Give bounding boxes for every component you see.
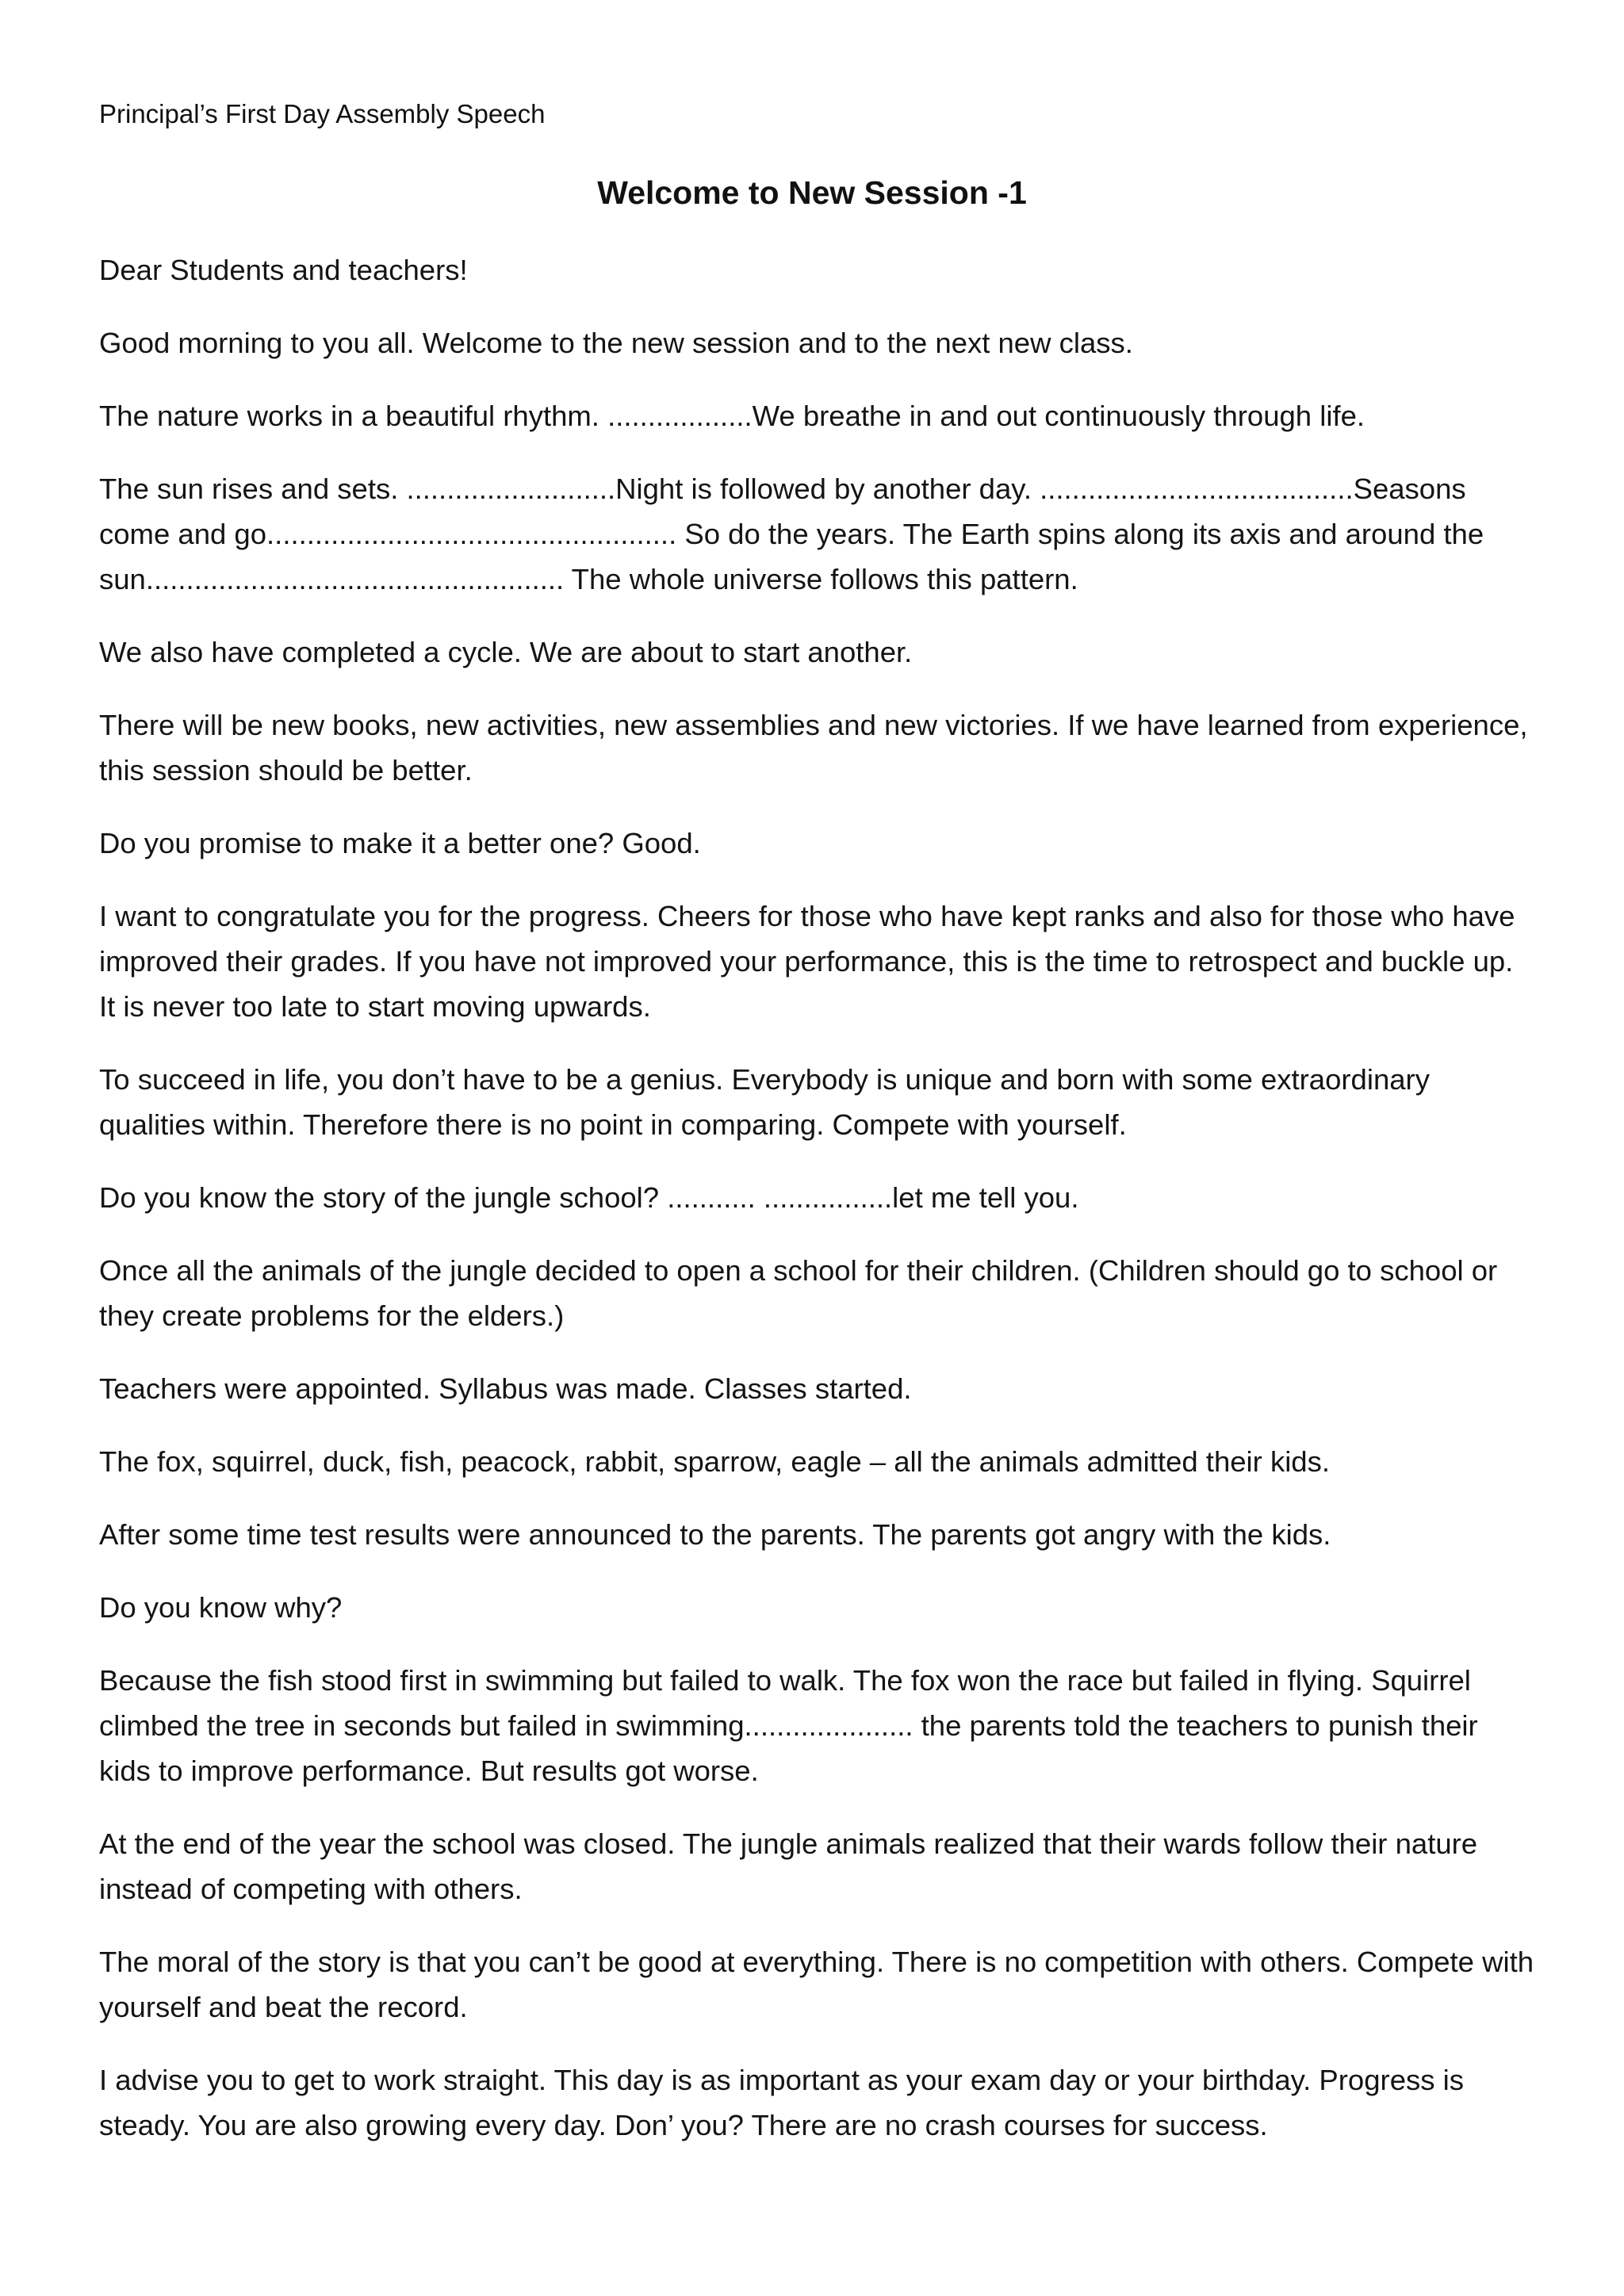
paragraph-fish-swimming: Because the fish stood first in swimming but failed to walk. The fox won the race but failed in flying. Squirrel climbed the tree in seconds but failed in swimming..................... the parents told the teachers to punish their kids to improve performance. But results got worse. bbox=[99, 1664, 1478, 1787]
paragraph-new-books: There will be new books, new activities, new assemblies and new victories. If we have learned from experience, this session should be better. bbox=[99, 709, 1528, 786]
paragraph-jungle-school-question: Do you know the story of the jungle school? ........... ................let me tell you. bbox=[99, 1181, 1079, 1214]
speech-body bbox=[99, 247, 1534, 2175]
paragraph-animals-admitted: The fox, squirrel, duck, fish, peacock, rabbit, sparrow, eagle – all the animals admitted their kids. bbox=[99, 1445, 1330, 1478]
paragraph-teachers-appointed: Teachers were appointed. Syllabus was made. Classes started. bbox=[99, 1372, 912, 1405]
paragraph-know-why: Do you know why? bbox=[99, 1591, 343, 1624]
document-header: Principal’s First Day Assembly Speech bbox=[99, 99, 546, 128]
paragraph-good-morning: Good morning to you all. Welcome to the new session and to the next new class. bbox=[99, 327, 1133, 359]
paragraph-completed-cycle: We also have completed a cycle. We are about to start another. bbox=[99, 636, 913, 668]
paragraph-congratulate: I want to congratulate you for the progress. Cheers for those who have kept ranks and also for those who have improved their grades. If you have not improved your performance, this is the time to retrospect and buckle up. It is never too late to start moving upwards. bbox=[99, 900, 1515, 1023]
paragraph-test-results: After some time test results were announced to the parents. The parents got angry with the kids. bbox=[99, 1518, 1331, 1551]
paragraph-advise: I advise you to get to work straight. This day is as important as your exam day or your birthday. Progress is steady. You are also growing every day. Don’ you? There are no crash courses for success. bbox=[99, 2064, 1464, 2141]
paragraph-school-closed: At the end of the year the school was closed. The jungle animals realized that their wards follow their nature instead of competing with others. bbox=[99, 1827, 1478, 1905]
paragraph-nature-rhythm: The nature works in a beautiful rhythm. ..................We breathe in and out continuously through life. bbox=[99, 400, 1365, 432]
paragraph-moral: The moral of the story is that you can’t be good at everything. There is no competition with others. Compete with yourself and beat the record. bbox=[99, 1946, 1534, 2023]
paragraph-animals-school: Once all the animals of the jungle decided to open a school for their children. (Children should go to school or they create problems for the elders.) bbox=[99, 1254, 1498, 1332]
paragraph-sun-rises: The sun rises and sets. ..........................Night is followed by another day. .......................................Seasons come and go................................................... So do the years. The Earth spins along its axis and around the sun.................................................... The whole universe follows this pattern. bbox=[99, 473, 1484, 595]
paragraph-promise: Do you promise to make it a better one? Good. bbox=[99, 827, 701, 859]
document-title: Welcome to New Session -1 bbox=[597, 174, 1027, 211]
paragraph-succeed: To succeed in life, you don’t have to be a genius. Everybody is unique and born with some extraordinary qualities within. Therefore there is no point in comparing. Compete with yourself. bbox=[99, 1063, 1430, 1141]
paragraph-greeting: Dear Students and teachers! bbox=[99, 254, 468, 286]
